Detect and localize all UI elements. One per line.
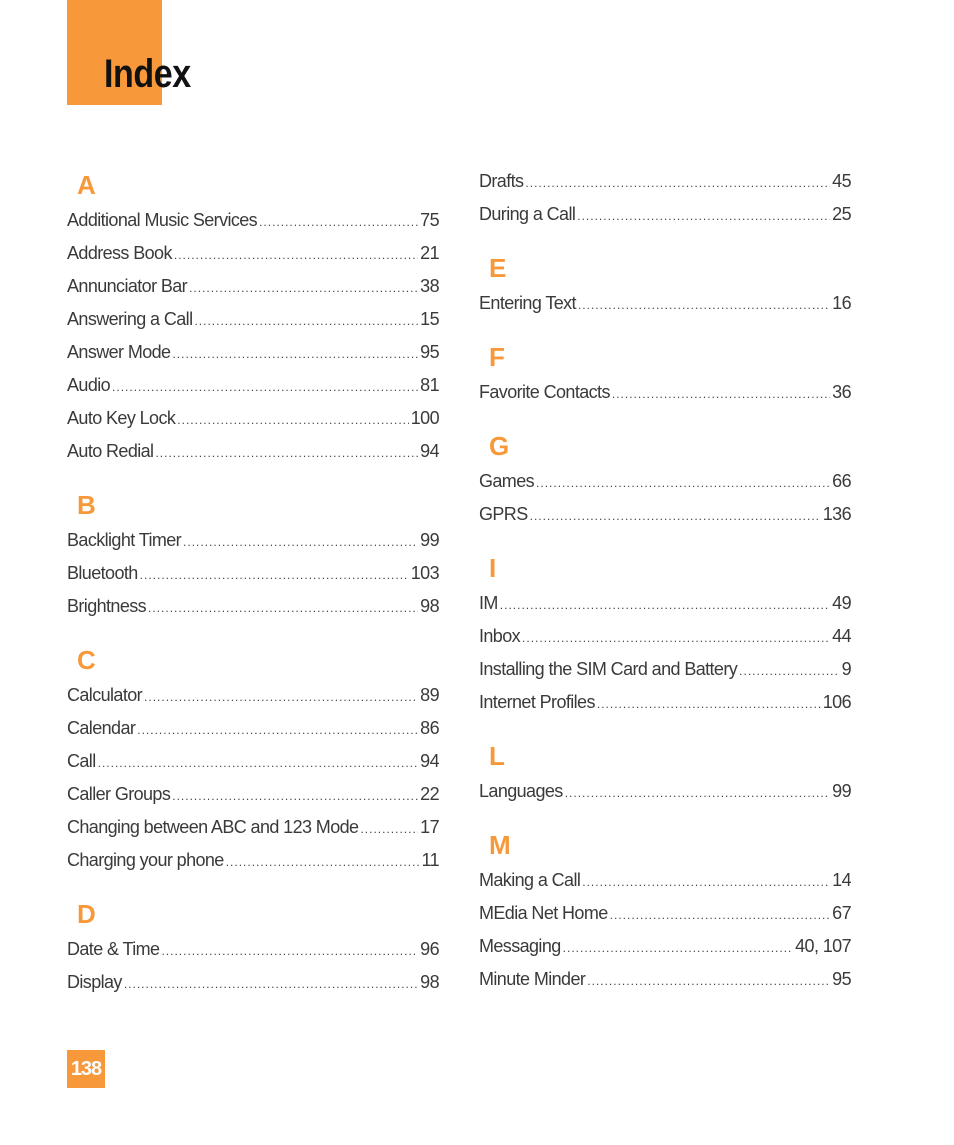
dot-leader xyxy=(522,622,830,653)
entry-label: Entering Text xyxy=(479,293,576,313)
dot-leader xyxy=(226,846,420,877)
dot-leader xyxy=(148,592,418,623)
entry-label: Annunciator Bar xyxy=(67,276,188,296)
section-letter: F xyxy=(489,342,505,372)
entry-page: 17 xyxy=(420,817,439,837)
entry-page: 9 xyxy=(841,659,851,679)
index-section xyxy=(67,170,439,468)
index-entry xyxy=(67,524,439,557)
page-number: 138 xyxy=(67,1050,105,1088)
index-entry xyxy=(479,775,851,808)
entry-page: 44 xyxy=(832,626,851,646)
index-entry xyxy=(479,198,851,231)
entry-page: 94 xyxy=(420,441,439,461)
entry-page: 81 xyxy=(420,375,439,395)
dot-leader xyxy=(161,935,418,966)
dot-leader xyxy=(194,305,418,336)
index-entry xyxy=(67,435,439,468)
index-entry xyxy=(479,897,851,930)
entry-label: During a Call xyxy=(479,204,576,224)
entry-label: Installing the SIM Card and Battery xyxy=(479,659,738,679)
entry-page: 36 xyxy=(832,382,851,402)
index-entry xyxy=(67,557,439,590)
index-entry xyxy=(67,336,439,369)
dot-leader xyxy=(612,378,830,409)
dot-leader xyxy=(536,467,830,498)
index-entry xyxy=(67,966,439,999)
section-letter: D xyxy=(77,899,96,929)
index-entry xyxy=(479,864,851,897)
entry-label: IM xyxy=(479,593,498,613)
index-entry xyxy=(67,811,439,844)
dot-leader xyxy=(525,167,830,198)
dot-leader xyxy=(177,404,408,435)
index-entry xyxy=(479,930,851,963)
index-entry xyxy=(479,376,851,409)
dot-leader xyxy=(124,968,418,999)
dot-leader xyxy=(144,681,418,712)
index-section xyxy=(479,431,851,531)
index-section xyxy=(67,899,439,999)
entry-label: Drafts xyxy=(479,171,524,191)
section-letter: E xyxy=(489,253,507,283)
dot-leader xyxy=(587,965,830,996)
dot-leader xyxy=(259,206,418,237)
section-letter: L xyxy=(489,741,505,771)
dot-leader xyxy=(189,272,418,303)
entry-label: Calculator xyxy=(67,685,143,705)
section-letter: B xyxy=(77,490,96,520)
entry-label: Bluetooth xyxy=(67,563,138,583)
index-section xyxy=(479,553,851,719)
entry-label: Languages xyxy=(479,781,563,801)
index-section xyxy=(479,741,851,808)
entry-page: 67 xyxy=(832,903,851,923)
entry-page: 106 xyxy=(822,692,851,712)
index-entry xyxy=(479,963,851,996)
dot-leader xyxy=(565,777,830,808)
index-entry xyxy=(479,498,851,531)
entry-label: GPRS xyxy=(479,504,528,524)
entry-page: 15 xyxy=(420,309,439,329)
index-entry xyxy=(67,712,439,745)
index-entry xyxy=(67,745,439,778)
entry-page: 16 xyxy=(832,293,851,313)
dot-leader xyxy=(530,500,821,531)
entry-label: Inbox xyxy=(479,626,521,646)
entry-label: Answering a Call xyxy=(67,309,193,329)
index-section xyxy=(479,253,851,320)
dot-leader xyxy=(174,239,418,270)
index-entry xyxy=(67,204,439,237)
entry-label: Favorite Contacts xyxy=(479,382,610,402)
index-entry xyxy=(479,686,851,719)
entry-page: 100 xyxy=(410,408,439,428)
section-letter: M xyxy=(489,830,511,860)
dot-leader xyxy=(155,437,418,468)
entry-label: Address Book xyxy=(67,243,172,263)
dot-leader xyxy=(98,747,419,778)
index-entry xyxy=(67,844,439,877)
index-entry xyxy=(479,165,851,198)
entry-page: 45 xyxy=(832,171,851,191)
entry-label: Brightness xyxy=(67,596,147,616)
dot-leader xyxy=(500,589,830,620)
entry-page: 98 xyxy=(420,596,439,616)
index-entry xyxy=(479,653,851,686)
dot-leader xyxy=(563,932,793,963)
dot-leader xyxy=(597,688,821,719)
entry-label: Audio xyxy=(67,375,111,395)
index-section xyxy=(479,342,851,409)
entry-page: 14 xyxy=(832,870,851,890)
section-letter: I xyxy=(489,553,497,583)
entry-label: Answer Mode xyxy=(67,342,171,362)
entry-page: 75 xyxy=(420,210,439,230)
index-entry xyxy=(67,778,439,811)
index-entry xyxy=(67,933,439,966)
entry-label: Display xyxy=(67,972,122,992)
entry-page: 25 xyxy=(832,204,851,224)
entry-page: 40, 107 xyxy=(795,936,851,956)
entry-page: 103 xyxy=(410,563,439,583)
entry-page: 99 xyxy=(420,530,439,550)
entry-page: 86 xyxy=(420,718,439,738)
dot-leader xyxy=(739,655,839,686)
entry-label: Date & Time xyxy=(67,939,160,959)
index-entry xyxy=(479,620,851,653)
section-letter: C xyxy=(77,645,96,675)
index-entry xyxy=(67,303,439,336)
index-entry xyxy=(479,287,851,320)
index-section xyxy=(67,645,439,877)
entry-page: 95 xyxy=(420,342,439,362)
entry-page: 21 xyxy=(420,243,439,263)
entry-page: 94 xyxy=(420,751,439,771)
entry-label: Changing between ABC and 123 Mode xyxy=(67,817,359,837)
index-column-right xyxy=(479,165,851,1018)
section-letter: A xyxy=(77,170,96,200)
entry-page: 136 xyxy=(822,504,851,524)
index-entry xyxy=(67,679,439,712)
dot-leader xyxy=(610,899,831,930)
index-column-left xyxy=(67,170,439,1021)
entry-page: 96 xyxy=(420,939,439,959)
entry-label: Charging your phone xyxy=(67,850,224,870)
page-title: Index xyxy=(104,52,191,96)
index-entry xyxy=(67,369,439,402)
entry-page: 98 xyxy=(420,972,439,992)
entry-label: Messaging xyxy=(479,936,561,956)
entry-page: 89 xyxy=(420,685,439,705)
entry-page: 95 xyxy=(832,969,851,989)
index-entry xyxy=(479,587,851,620)
entry-label: Backlight Timer xyxy=(67,530,182,550)
entry-page: 49 xyxy=(832,593,851,613)
entry-label: Caller Groups xyxy=(67,784,171,804)
entry-label: Call xyxy=(67,751,96,771)
dot-leader xyxy=(172,780,418,811)
entry-page: 11 xyxy=(421,850,439,870)
index-section xyxy=(67,490,439,623)
entry-label: Additional Music Services xyxy=(67,210,258,230)
entry-page: 22 xyxy=(420,784,439,804)
entry-label: Minute Minder xyxy=(479,969,586,989)
index-entry xyxy=(479,465,851,498)
section-letter: G xyxy=(489,431,510,461)
dot-leader xyxy=(360,813,418,844)
index-entry xyxy=(67,590,439,623)
dot-leader xyxy=(578,289,830,320)
dot-leader xyxy=(577,200,830,231)
entry-label: Auto Key Lock xyxy=(67,408,176,428)
entry-label: Games xyxy=(479,471,535,491)
entry-label: MEdia Net Home xyxy=(479,903,608,923)
index-entry xyxy=(67,402,439,435)
entry-label: Internet Profiles xyxy=(479,692,595,712)
dot-leader xyxy=(183,526,418,557)
index-entry xyxy=(67,237,439,270)
index-section xyxy=(479,830,851,996)
entry-label: Calendar xyxy=(67,718,136,738)
entry-page: 38 xyxy=(420,276,439,296)
entry-page: 99 xyxy=(832,781,851,801)
dot-leader xyxy=(582,866,830,897)
index-entry xyxy=(67,270,439,303)
dot-leader xyxy=(112,371,418,402)
entry-label: Auto Redial xyxy=(67,441,154,461)
index-section xyxy=(479,165,851,231)
entry-page: 66 xyxy=(832,471,851,491)
dot-leader xyxy=(137,714,418,745)
dot-leader xyxy=(140,559,409,590)
dot-leader xyxy=(172,338,418,369)
entry-label: Making a Call xyxy=(479,870,581,890)
